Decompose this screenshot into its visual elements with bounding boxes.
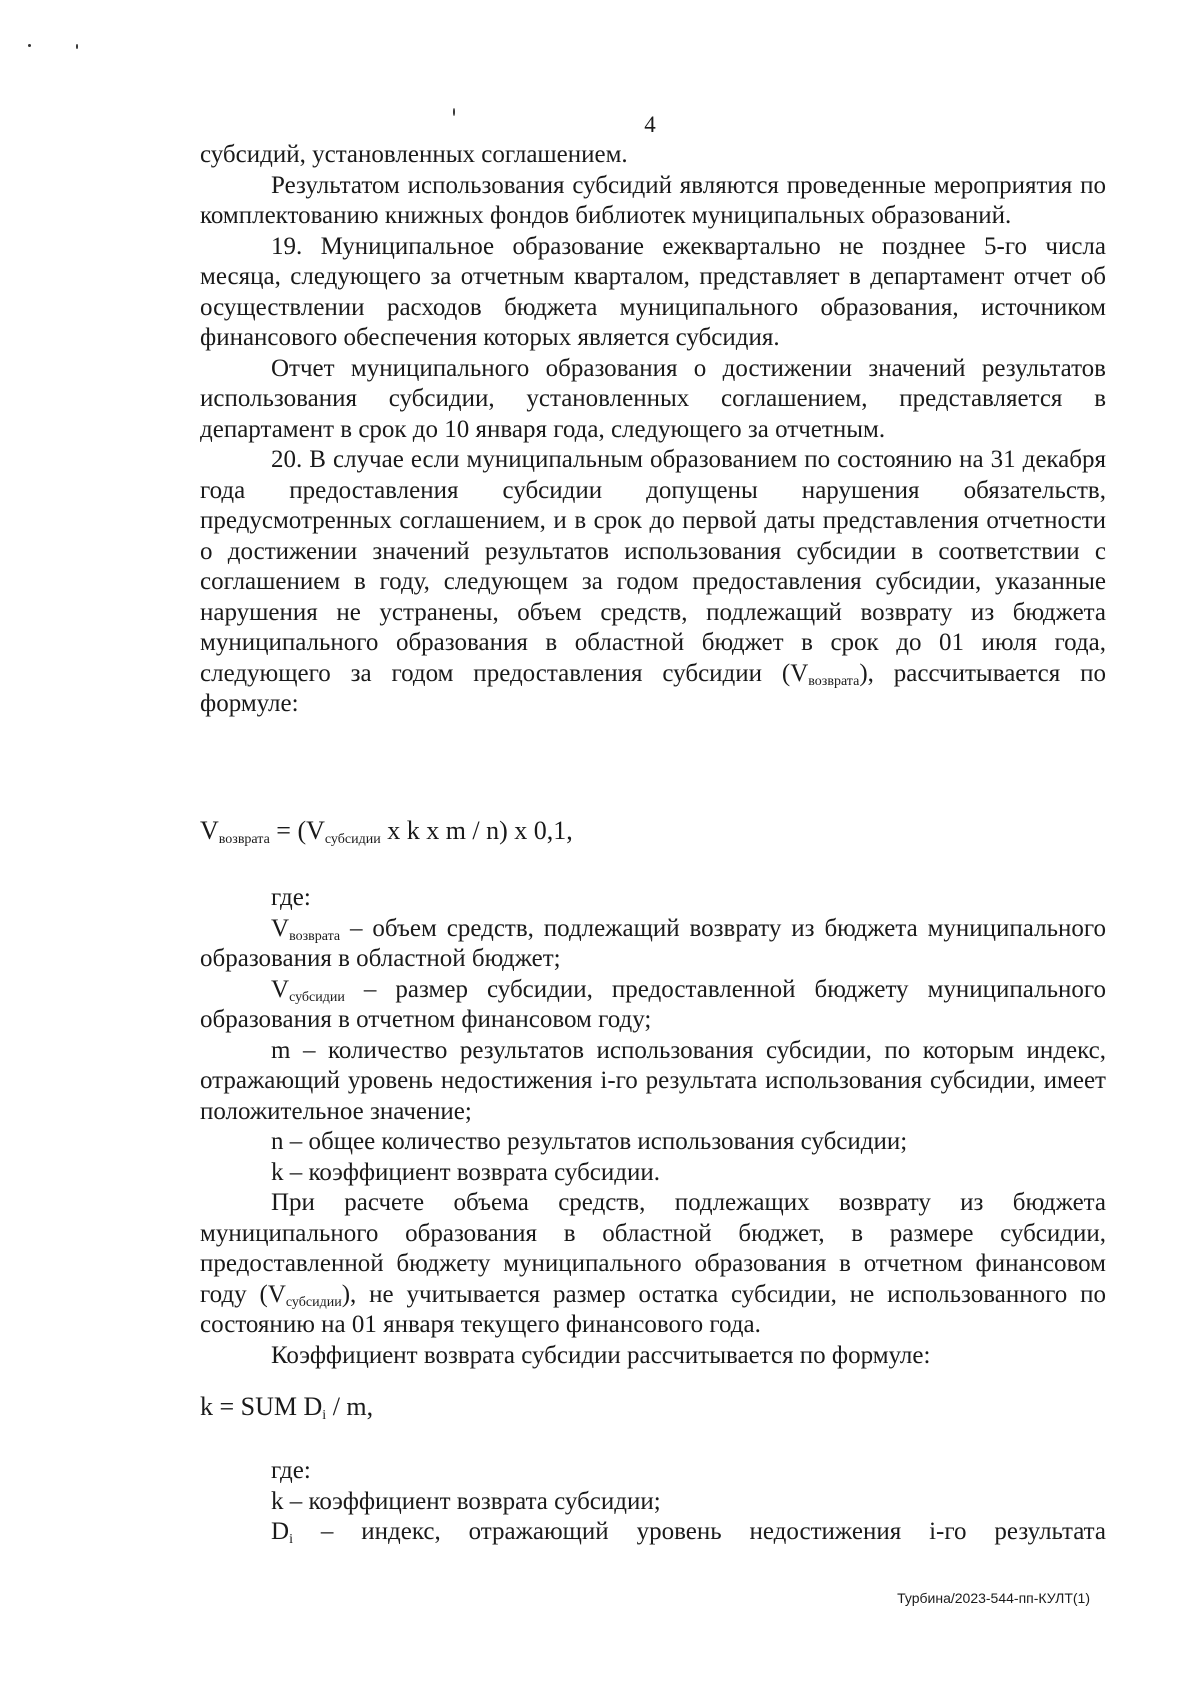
paragraph: 19. Муниципальное образование ежеквартально не позднее 5-го числа месяца, следующего за отчетным кварталом, представляет в департамент отчет об осуществлении расходов бюджета муниципального образования, источником финансового обеспечения которых является субсидия.: [200, 232, 1106, 351]
paragraph: где:: [271, 884, 311, 911]
scan-speck: [28, 44, 31, 47]
formula-coefficient: k = SUM $D_i$ / m,: [200, 1392, 374, 1423]
paragraph: $V_{субсидии}$ – размер субсидии, предоставленной бюджету муниципального образования в отчетном финансовом году;: [200, 975, 1106, 1033]
paragraph: k – коэффициент возврата субсидии;: [271, 1487, 661, 1515]
document-code: Турбина/2023-544-пп-КУЛТ(1): [897, 1590, 1090, 1606]
paragraph: При расчете объема средств, подлежащих возврату из бюджета муниципального образования в областной бюджет, в размере субсидии, предоставленной бюджету муниципального образования в отчетном финансовом году $(V_{субсидии})$, не учитывается размер остатка субсидии, не использованного по состоянию на 01 января текущего финансового года.: [200, 1189, 1106, 1338]
paragraph: n – общее количество результатов использования субсидии;: [271, 1128, 908, 1155]
paragraph: $D_i$ – индекс, отражающий уровень недостижения i-го результата: [271, 1518, 1106, 1547]
body-text-top: [200, 140, 1106, 720]
body-text-definitions: [200, 883, 1106, 1371]
paragraph: 20. В случае если муниципальным образованием по состоянию на 31 декабря года предоставления субсидии допущены нарушения обязательств, предусмотренных соглашением, и в срок до первой даты представления отчетности о достижении значений результатов использования субсидии в соответствии с соглашением в году, следующем за годом предоставления субсидии, указанные нарушения не устранены, объем средств, подлежащий возврату из бюджета муниципального образования в областной бюджет в срок до 01 июля года, следующего за годом предоставления субсидии $(V_{возврата})$, рассчитывается по формуле:: [200, 446, 1106, 717]
paragraph: Коэффициент возврата субсидии рассчитывается по формуле:: [271, 1341, 931, 1369]
paragraph: Отчет муниципального образования о достижении значений результатов использования субсидии, установленных соглашением, представляется в департамент в срок до 10 января года, следующего за отчетным.: [200, 354, 1106, 443]
paragraph: субсидий, установленных соглашением.: [200, 141, 628, 168]
formula-return: $V_{возврата} = (V_{субсидии}$ x k x m / n) x 0,1,: [200, 816, 573, 847]
paragraph: m – количество результатов использования субсидии, по которым индекс, отражающий уровень недостижения i-го результата использования субсидии, имеет положительное значение;: [200, 1036, 1106, 1125]
body-text-bottom: [200, 1456, 1106, 1548]
paragraph: где:: [271, 1457, 311, 1484]
paragraph: Результатом использования субсидий являются проведенные мероприятия по комплектованию книжных фондов библиотек муниципальных образований.: [200, 171, 1106, 229]
paragraph: k – коэффициент возврата субсидии.: [271, 1158, 661, 1186]
paragraph: $V_{возврата}$ – объем средств, подлежащий возврату из бюджета муниципального образования в областной бюджет;: [200, 914, 1106, 972]
scan-speck: [76, 44, 78, 49]
page-number: 4: [644, 112, 656, 137]
